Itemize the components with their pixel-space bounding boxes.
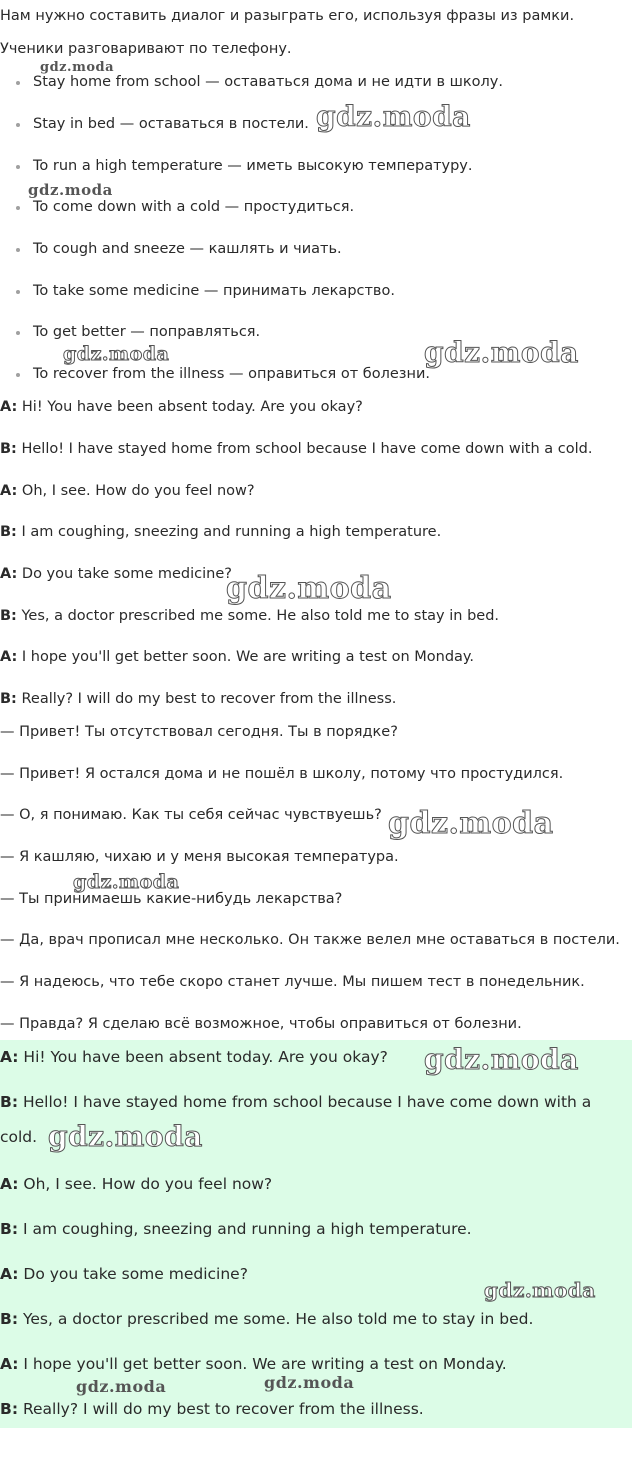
watermark: gdz.moda — [73, 871, 180, 893]
watermark: gdz.moda — [48, 1120, 203, 1153]
translation-line: — Я кашляю, чихаю и у меня высокая температура. — [0, 849, 399, 865]
dialogue-line: B: Hello! I have stayed home from school because I have come down with a cold. — [0, 1093, 592, 1146]
dialogue-line: A: I hope you'll get better soon. We are writing a test on Monday. — [0, 649, 475, 665]
bullet-icon — [16, 248, 20, 252]
dialogue-line: B: Really? I will do my best to recover from the illness. — [0, 1400, 424, 1418]
watermark: gdz.moda — [264, 1373, 355, 1392]
dialogue-line: A: Do you take some medicine? — [0, 1265, 248, 1283]
dialogue-line: A: Hi! You have been absent today. Are you okay? — [0, 399, 363, 415]
bullet-icon — [16, 290, 20, 294]
speaker-label: B: — [0, 1093, 19, 1111]
speaker-label: A: — [0, 1265, 19, 1283]
translation-line: — Привет! Ты отсутствовал сегодня. Ты в порядке? — [0, 724, 398, 740]
dialogue-line: B: Yes, a doctor prescribed me some. He also told me to stay in bed. — [0, 608, 500, 624]
watermark: gdz.moda — [424, 1043, 579, 1076]
bullet-icon — [16, 123, 20, 127]
translation-line: — О, я понимаю. Как ты себя сейчас чувствуешь? — [0, 807, 382, 823]
watermark: gdz.moda — [76, 1377, 167, 1396]
speaker-label: B: — [0, 441, 17, 457]
translation-line: — Да, врач прописал мне несколько. Он также велел мне оставаться в постели. — [0, 932, 620, 948]
watermark: gdz.moda — [424, 336, 579, 369]
watermark: gdz.moda — [28, 181, 113, 199]
watermark: gdz.moda — [226, 571, 392, 606]
speaker-label: B: — [0, 691, 17, 707]
speaker-label: A: — [0, 1048, 19, 1066]
bullet-icon — [16, 81, 20, 85]
speaker-label: A: — [0, 1175, 19, 1193]
translation-line: — Я надеюсь, что тебе скоро станет лучше. Мы пишем тест в понедельник. — [0, 974, 585, 990]
bullet-icon — [16, 206, 20, 210]
dialogue-line: B: Really? I will do my best to recover from the illness. — [0, 691, 397, 707]
dialogue-line: B: Yes, a doctor prescribed me some. He also told me to stay in bed. — [0, 1310, 534, 1328]
dialogue-line: A: Hi! You have been absent today. Are you okay? — [0, 1048, 388, 1066]
speaker-label: A: — [0, 399, 18, 415]
context-text: Ученики разговаривают по телефону. — [0, 41, 292, 57]
dialogue-line: A: I hope you'll get better soon. We are writing a test on Monday. — [0, 1355, 507, 1373]
dialogue-line: B: I am coughing, sneezing and running a high temperature. — [0, 1220, 472, 1238]
translation-line: — Ты принимаешь какие-нибудь лекарства? — [0, 891, 343, 907]
watermark: gdz.moda — [388, 806, 554, 841]
watermark: gdz.moda — [316, 100, 471, 133]
watermark: gdz.moda — [484, 1278, 596, 1302]
bullet-icon — [16, 331, 20, 335]
dialogue-line: A: Oh, I see. How do you feel now? — [0, 483, 255, 499]
speaker-label: B: — [0, 608, 17, 624]
speaker-label: B: — [0, 1220, 19, 1238]
speaker-label: A: — [0, 483, 18, 499]
speaker-label: B: — [0, 524, 17, 540]
speaker-label: A: — [0, 566, 18, 582]
speaker-label: B: — [0, 1310, 19, 1328]
dialogue-line: A: Do you take some medicine? — [0, 566, 232, 582]
task-text: Нам нужно составить диалог и разыграть его, используя фразы из рамки. — [0, 8, 575, 24]
translation-line: — Привет! Я остался дома и не пошёл в школу, потому что простудился. — [0, 766, 564, 782]
speaker-label: A: — [0, 1355, 19, 1373]
speaker-label: A: — [0, 649, 18, 665]
bullet-icon — [16, 165, 20, 169]
bullet-icon — [16, 373, 20, 377]
watermark: gdz.moda — [63, 343, 170, 365]
dialogue-line: B: I am coughing, sneezing and running a high temperature. — [0, 524, 442, 540]
speaker-label: B: — [0, 1400, 19, 1418]
watermark: gdz.moda — [40, 60, 115, 75]
dialogue-line: A: Oh, I see. How do you feel now? — [0, 1175, 273, 1193]
dialogue-line: B: Hello! I have stayed home from school because I have come down with a cold. — [0, 441, 593, 457]
translation-line: — Правда? Я сделаю всё возможное, чтобы оправиться от болезни. — [0, 1016, 522, 1032]
